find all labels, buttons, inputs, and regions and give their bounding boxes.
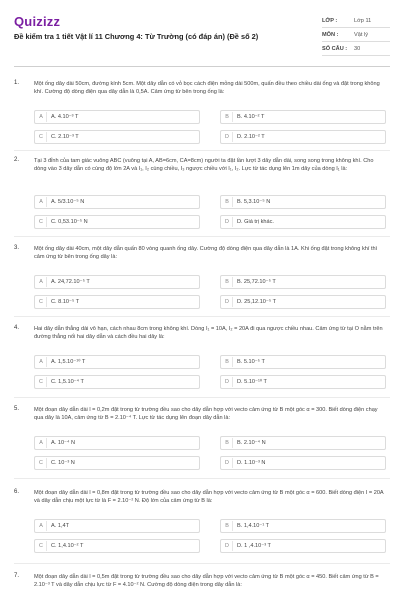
question-2 <box>14 157 390 235</box>
option-a[interactable] <box>34 195 200 209</box>
option-c[interactable] <box>34 130 200 144</box>
option-letter: C <box>36 132 47 142</box>
option-d[interactable] <box>220 539 386 553</box>
option-letter: D <box>222 377 233 387</box>
option-text: B. 5.10⁻⁵ T <box>237 359 265 365</box>
question-6 <box>14 489 390 559</box>
option-text: C. 8.10⁻⁵ T <box>51 299 80 305</box>
option-text: C. 1,4.10⁻² T <box>51 543 84 549</box>
question-number: 5. <box>14 406 20 412</box>
option-letter: B <box>222 197 233 207</box>
option-text: C. 2.10⁻³ T <box>51 134 79 140</box>
question-divider <box>14 397 390 398</box>
option-text: C. 1,5.10⁻⁴ T <box>51 379 84 385</box>
option-letter: A <box>36 521 47 531</box>
meta-row-count <box>322 42 390 56</box>
meta-key: MÔN : <box>322 31 339 38</box>
option-text: B. 1,4.10⁻¹ T <box>237 523 270 529</box>
header-divider <box>14 66 390 67</box>
option-text: A. 4.10⁻³ T <box>51 114 79 120</box>
option-letter: C <box>36 377 47 387</box>
meta-value: Vật lý <box>354 31 368 38</box>
option-b[interactable] <box>220 436 386 450</box>
page-title: Đề kiểm tra 1 tiết Vật lí 11 Chương 4: Từ Trường (có đáp án) (Đề số 2) <box>14 32 259 41</box>
option-b[interactable] <box>220 110 386 124</box>
option-text: D. 1.10⁻³ N <box>237 460 266 466</box>
question-text: Một đoạn dây dẫn dài l = 0,8m đặt trong từ trường đều sao cho dây dẫn hợp với vecto cảm ứng từ B một góc α = 600. Biết dòng điện I = 20A và dây dẫn chịu một lực từ là F = 2.10⁻² N. Độ lớn của cảm ứng từ B là: <box>34 490 384 504</box>
option-a[interactable] <box>34 355 200 369</box>
option-text: B. 5,3.10⁻⁵ N <box>237 199 271 205</box>
question-divider <box>14 316 390 317</box>
question-text: Một ống dây dài 40cm, một dây dẫn quấn 80 vòng quanh ống dây. Cường độ dòng điện qua dây dẫn là 1A. Khi ống đặt trong không khí thì cảm ứng từ bên trong ống dây là: <box>34 246 378 260</box>
option-c[interactable] <box>34 456 200 470</box>
option-letter: B <box>222 357 233 367</box>
option-a[interactable] <box>34 519 200 533</box>
option-letter: D <box>222 132 233 142</box>
option-text: B. 25,72.10⁻⁵ T <box>237 279 276 285</box>
option-text: D. 1 ,4.10⁻³ T <box>237 543 271 549</box>
question-number: 6. <box>14 489 20 495</box>
question-text: Hai dây dẫn thẳng dài vô hạn, cách nhau 8cm trong không khí. Dòng I₁ = 10A, I₂ = 20A đi qua ngược chiều nhau. Cảm ứng từ tại O nằm trên đường thẳng nối hai dây dẫn và cách đều hai dây là: <box>34 326 383 340</box>
option-b[interactable] <box>220 519 386 533</box>
option-d[interactable] <box>220 456 386 470</box>
option-d[interactable] <box>220 130 386 144</box>
question-divider <box>14 150 390 151</box>
question-divider <box>14 478 390 479</box>
option-b[interactable] <box>220 195 386 209</box>
option-b[interactable] <box>220 355 386 369</box>
question-text: Một ống dây dài 50cm, đường kính 5cm. Một dây dẫn có vỏ bọc cách điện mỏng dài 500m, quấn đều theo chiều dài ống và đặt trong không khí. Cường độ dòng điện qua dây dẫn là 0,5A. Cảm ứng từ bên trong ống là: <box>34 81 380 95</box>
meta-key: LỚP : <box>322 17 338 24</box>
option-text: D. 25,12.10⁻⁵ T <box>237 299 277 305</box>
option-letter: A <box>36 438 47 448</box>
option-letter: D <box>222 297 233 307</box>
question-5 <box>14 406 390 476</box>
option-text: C. 10⁻³ N <box>51 460 75 466</box>
meta-value: 30 <box>354 45 361 52</box>
question-number: 2. <box>14 157 20 163</box>
option-text: A. 24,72.10⁻⁵ T <box>51 279 90 285</box>
option-letter: D <box>222 217 233 227</box>
option-letter: D <box>222 458 233 468</box>
option-text: D. 2.10⁻² T <box>237 134 265 140</box>
option-d[interactable] <box>220 375 386 389</box>
option-letter: A <box>36 277 47 287</box>
option-c[interactable] <box>34 539 200 553</box>
meta-panel <box>322 14 390 56</box>
question-number: 1. <box>14 80 20 86</box>
option-text: A. 1,5.10⁻¹⁰ T <box>51 359 86 365</box>
question-text: Tại 3 đỉnh của tam giác vuông ABC (vuông tại A, AB=6cm, CA=8cm) người ta đặt lần lượt 3 dây dẫn dài, song song trong không khí. Cho dòng vào 3 dây dẫn có cùng độ lớn 2A và I₁, I₂ cùng chiều, I₃ ngược chiều với I₁, I₂. Lực từ tác dụng lên 1m dây của dòng I₁ là: <box>34 158 374 172</box>
meta-row-subject <box>322 28 390 42</box>
option-text: A. 5/3.10⁻⁵ N <box>51 199 85 205</box>
option-text: B. 4.10⁻² T <box>237 114 265 120</box>
option-letter: B <box>222 277 233 287</box>
option-a[interactable] <box>34 275 200 289</box>
option-letter: A <box>36 357 47 367</box>
meta-key: SỐ CÂU : <box>322 45 348 52</box>
option-c[interactable] <box>34 295 200 309</box>
question-1 <box>14 80 390 150</box>
question-text: Một đoạn dây dẫn dài l = 0,2m đặt trong từ trường đều sao cho dây dẫn hợp với vecto cảm ứng từ B một góc α = 300. Biết dòng điện chạy qua dây là 10A, cảm ứng từ B = 2.10⁻⁴ T. Lực từ tác dụng lên đoạn dây dẫn là: <box>34 407 378 421</box>
question-number: 4. <box>14 325 20 331</box>
option-c[interactable] <box>34 215 200 229</box>
question-divider <box>14 236 390 237</box>
option-a[interactable] <box>34 110 200 124</box>
option-a[interactable] <box>34 436 200 450</box>
option-b[interactable] <box>220 275 386 289</box>
option-text: A. 10⁻⁴ N <box>51 440 76 446</box>
question-4 <box>14 325 390 395</box>
option-letter: B <box>222 112 233 122</box>
option-letter: C <box>36 217 47 227</box>
option-c[interactable] <box>34 375 200 389</box>
option-text: C. 0,53.10⁻⁵ N <box>51 219 88 225</box>
question-3 <box>14 245 390 315</box>
question-number: 7. <box>14 573 20 579</box>
meta-value: Lớp 11 <box>354 17 372 24</box>
option-letter: B <box>222 521 233 531</box>
question-divider <box>14 563 390 564</box>
option-letter: C <box>36 297 47 307</box>
option-d[interactable] <box>220 295 386 309</box>
option-letter: D <box>222 541 233 551</box>
option-text: A. 1,4T <box>51 523 70 529</box>
question-text: Một đoạn dây dẫn dài l = 0,5m đặt trong từ trường đều sao cho dây dẫn hợp với vecto cảm ứng từ B một góc α = 450. Biết cảm ứng từ B = 2.10⁻³ T và dây dẫn chịu lực từ F = 4.10⁻² N. Cường độ dòng điện trong dây dẫn là: <box>34 574 379 588</box>
option-letter: B <box>222 438 233 448</box>
option-text: B. 2.10⁻⁴ N <box>237 440 266 446</box>
option-d[interactable] <box>220 215 386 229</box>
question-7 <box>14 573 390 600</box>
option-letter: A <box>36 197 47 207</box>
option-letter: C <box>36 458 47 468</box>
quizizz-logo: Quizizz <box>14 14 61 29</box>
option-letter: A <box>36 112 47 122</box>
option-text: D. 5.10⁻¹⁰ T <box>237 379 267 385</box>
meta-row-class <box>322 14 390 28</box>
option-text: D. Giá trị khác. <box>237 219 274 225</box>
question-number: 3. <box>14 245 20 251</box>
option-letter: C <box>36 541 47 551</box>
